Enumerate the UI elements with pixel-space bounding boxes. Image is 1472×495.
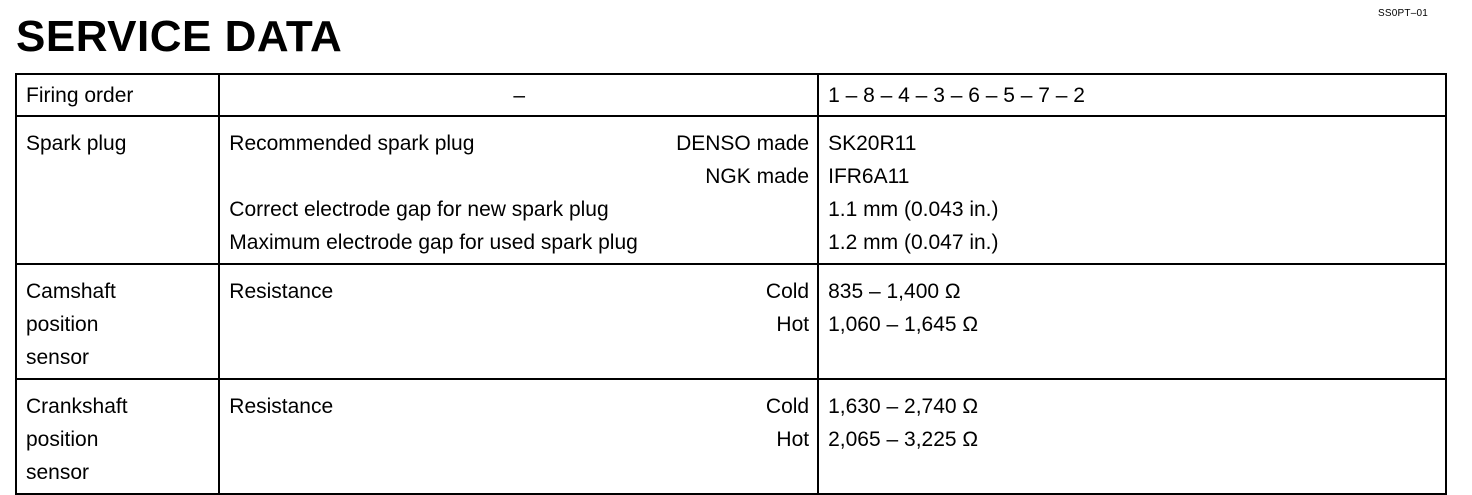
condition-text: Cold xyxy=(765,280,810,303)
spec-value: 2,065 – 3,225 Ω xyxy=(828,428,979,451)
description-line xyxy=(229,226,809,259)
condition-text: Hot xyxy=(776,313,810,336)
description-cell xyxy=(219,74,818,116)
service-data-table xyxy=(15,73,1447,495)
description-text: Correct electrode gap for new spark plug xyxy=(229,198,609,221)
description-line xyxy=(229,423,809,456)
condition-label: – xyxy=(513,84,526,107)
description-text: Resistance xyxy=(229,280,334,303)
spec-value: 1.2 mm (0.047 in.) xyxy=(828,231,999,254)
document-code: SS0PT–01 xyxy=(1378,8,1428,19)
description-line xyxy=(229,127,809,160)
description-line xyxy=(229,390,809,423)
spec-cell xyxy=(818,264,1446,379)
item-label: Spark plug xyxy=(26,132,127,155)
table-row-camshaft-position-sensor xyxy=(16,264,1446,379)
description-text: Resistance xyxy=(229,395,334,418)
item-cell xyxy=(16,116,219,264)
description-text: Maximum electrode gap for used spark plug xyxy=(229,231,638,254)
item-label: position xyxy=(26,428,99,451)
description-cell xyxy=(219,116,818,264)
spec-value: 1,060 – 1,645 Ω xyxy=(828,313,979,336)
description-line xyxy=(229,160,809,193)
item-label: Camshaft xyxy=(26,280,116,303)
table-row-crankshaft-position-sensor xyxy=(16,379,1446,494)
condition-text: Hot xyxy=(776,428,810,451)
item-cell xyxy=(16,264,219,379)
description-cell xyxy=(219,264,818,379)
condition-text: Cold xyxy=(765,395,810,418)
spec-value: 1,630 – 2,740 Ω xyxy=(828,395,979,418)
description-line xyxy=(229,193,809,226)
description-text: Recommended spark plug xyxy=(229,132,475,155)
spec-cell xyxy=(818,116,1446,264)
spec-value: 1 – 8 – 4 – 3 – 6 – 5 – 7 – 2 xyxy=(828,84,1085,107)
description-cell xyxy=(219,379,818,494)
condition-text: DENSO made xyxy=(676,132,810,155)
item-cell xyxy=(16,74,219,116)
spec-cell xyxy=(818,379,1446,494)
item-label: sensor xyxy=(26,461,90,484)
spec-cell xyxy=(818,74,1446,116)
spec-value: 835 – 1,400 Ω xyxy=(828,280,961,303)
item-label: Firing order xyxy=(26,84,134,107)
table-row-spark-plug xyxy=(16,116,1446,264)
description-line xyxy=(229,308,809,341)
item-label: position xyxy=(26,313,99,336)
spec-value: IFR6A11 xyxy=(828,165,910,188)
spec-value: 1.1 mm (0.043 in.) xyxy=(828,198,999,221)
item-label: sensor xyxy=(26,346,90,369)
spec-value: SK20R11 xyxy=(828,132,917,155)
item-label: Crankshaft xyxy=(26,395,128,418)
description-line xyxy=(229,275,809,308)
table-row-firing-order xyxy=(16,74,1446,116)
condition-text: NGK made xyxy=(705,165,810,188)
page-title: SERVICE DATA xyxy=(16,12,343,61)
item-cell xyxy=(16,379,219,494)
